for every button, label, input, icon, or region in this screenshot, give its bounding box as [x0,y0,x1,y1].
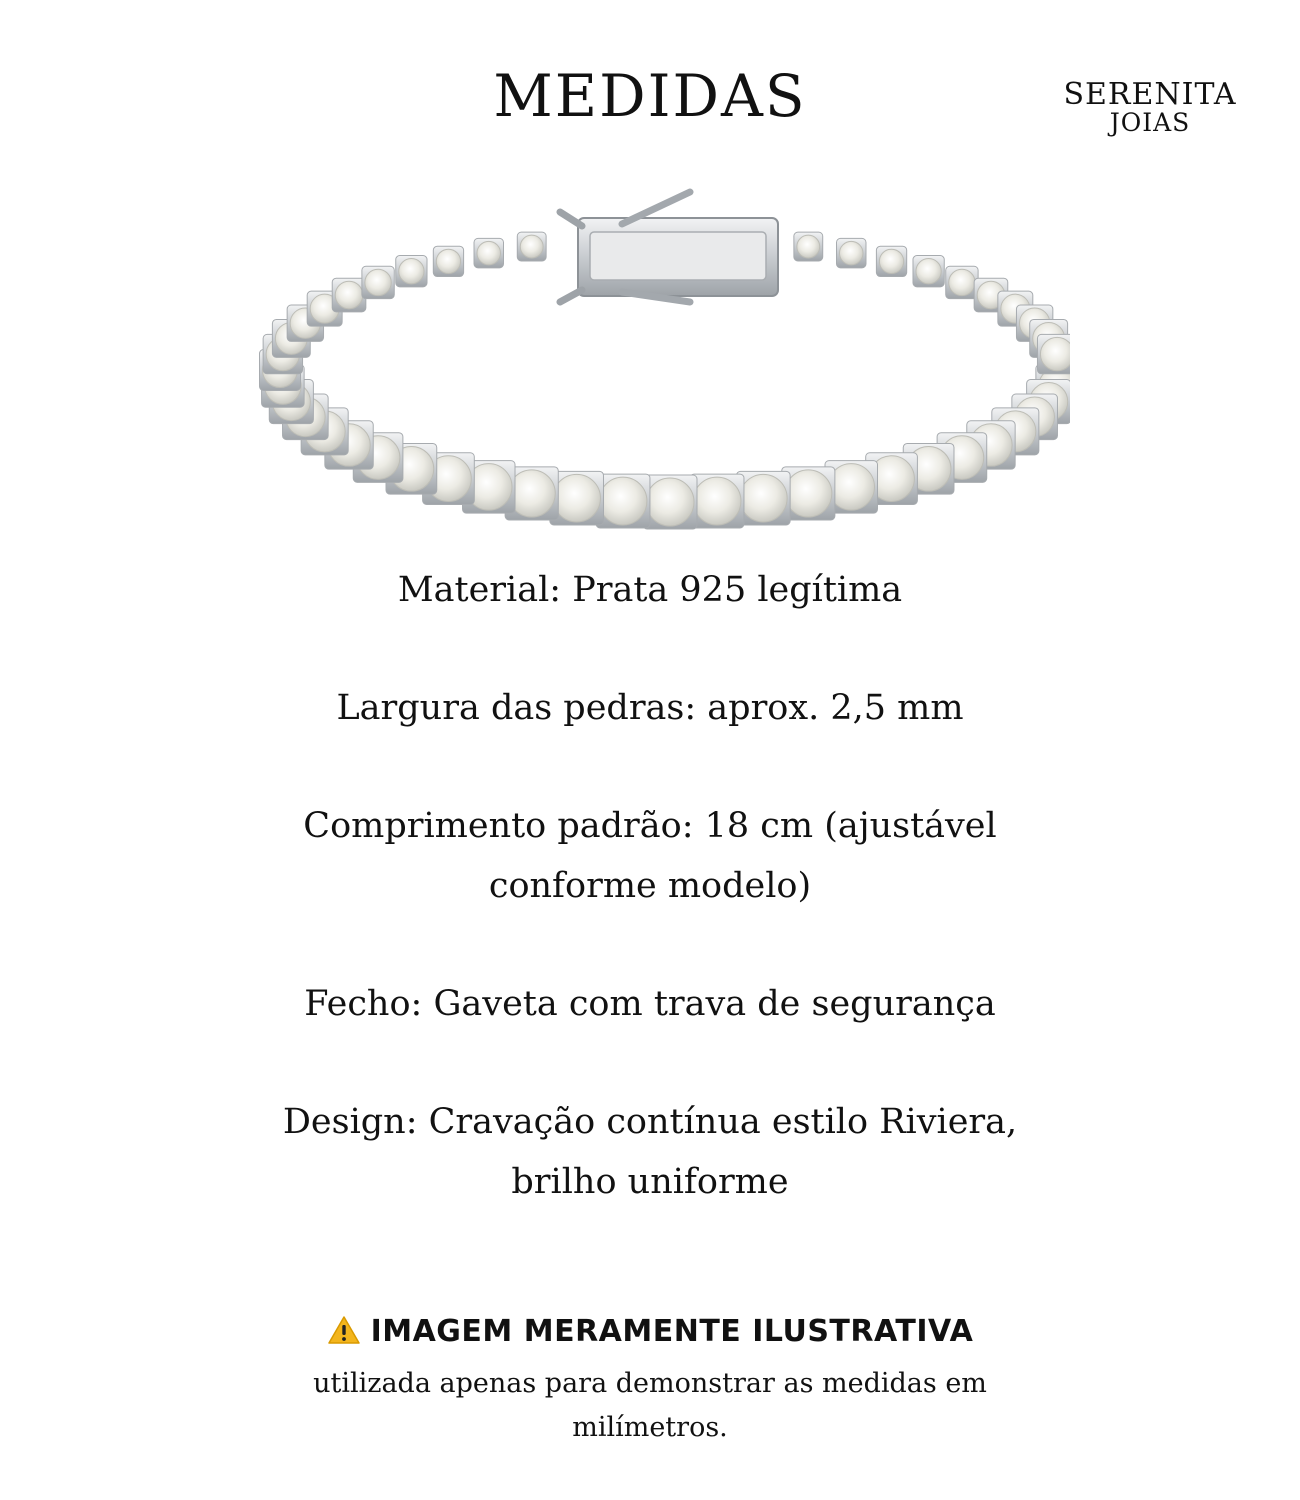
spec-length: Comprimento padrão: 18 cm (ajustável conforme modelo) [303,806,997,906]
bracelet-stone [477,241,500,264]
bracelet-stone [879,249,903,273]
bracelet-stone [949,269,975,295]
specs-list [250,560,1050,1270]
bracelet-stone [1040,337,1070,370]
bracelet-stone [599,477,647,525]
spec-stone-width: Largura das pedras: aprox. 2,5 mm [336,688,964,728]
spec-clasp: Fecho: Gaveta com trava de segurança [304,984,996,1024]
brand-name: SERENITA [1063,77,1237,112]
bracelet-stone [553,474,601,522]
notice-text: utilizada apenas para demonstrar as medidas em milímetros. [313,1368,987,1443]
warning-icon [327,1315,361,1353]
brand-logo [1055,77,1245,137]
bracelet-stone [839,241,862,264]
bracelet-stone [520,235,543,258]
bracelet-stone [646,478,694,526]
notice-title-text: IMAGEM MERAMENTE ILUSTRATIVA [370,1314,974,1349]
page-title: MEDIDAS [493,62,807,130]
bracelet-stone [693,477,741,525]
spec-design: Design: Cravação contínua estilo Riviera, brilho uniforme [282,1102,1018,1202]
bracelet-stone [740,474,788,522]
bracelet-stone [335,281,363,309]
bracelet-stone [785,470,832,517]
bracelet-clasp [560,192,778,302]
bracelet-image [230,180,1070,540]
bracelet-stone [797,235,820,258]
spec-material: Material: Prata 925 legítima [397,570,903,610]
bracelet-stone [399,259,424,284]
notice-title [0,1314,1300,1353]
bracelet-stone [436,249,460,273]
brand-subname: JOIAS [1109,108,1191,137]
bracelet-stone [365,269,391,295]
bracelet-stone [916,259,941,284]
